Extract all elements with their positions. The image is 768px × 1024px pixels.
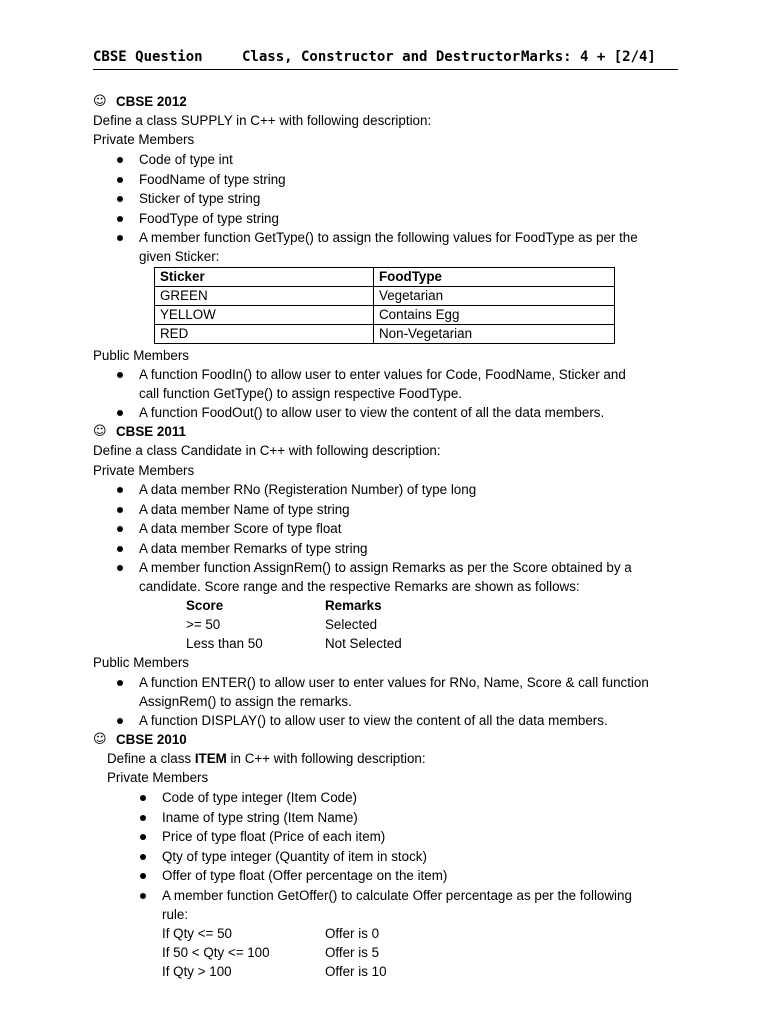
list-item: A function FoodIn() to allow user to enter values for Code, FoodName, Sticker and (139, 367, 626, 382)
smiley-face-icon: ☺ (93, 94, 107, 109)
list-item: A function DISPLAY() to allow user to view the content of all the data members. (139, 713, 608, 728)
bullet (140, 815, 146, 821)
intro-text: Define a class (107, 751, 195, 766)
score-remark: Selected (325, 617, 378, 632)
table-cell: Contains Egg (374, 306, 615, 325)
table-cell: RED (155, 325, 374, 344)
bullet (117, 216, 123, 222)
class-name: ITEM (194, 751, 227, 766)
list-item: Qty of type integer (Quantity of item in stock) (162, 849, 427, 864)
table-row (155, 287, 615, 306)
offer-condition: If Qty > 100 (162, 964, 232, 979)
public-members-heading-2011: Public Members (93, 655, 189, 670)
intro-text: in C++ with following description: (226, 751, 426, 766)
list-item-continuation: rule: (162, 907, 189, 922)
list-item: Sticker of type string (139, 191, 261, 206)
list-item: FoodName of type string (139, 172, 286, 187)
list-item: A member function AssignRem() to assign Remarks as per the Score obtained by a (139, 560, 632, 575)
list-item-continuation: candidate. Score range and the respective Remarks are shown as follows: (139, 579, 580, 594)
bullet (140, 893, 146, 899)
header-marks: Marks: 4 + [2/4] (521, 49, 656, 65)
bullet (117, 565, 123, 571)
list-item: Iname of type string (Item Name) (162, 810, 358, 825)
table-cell: GREEN (155, 287, 374, 306)
bullet (140, 834, 146, 840)
bullet (117, 487, 123, 493)
table-cell: Non-Vegetarian (374, 325, 615, 344)
list-item: A function ENTER() to allow user to enter values for RNo, Name, Score & call function (139, 675, 649, 690)
offer-condition: If Qty <= 50 (162, 926, 232, 941)
list-item-continuation: call function GetType() to assign respective FoodType. (139, 386, 463, 401)
question-intro-2011: Define a class Candidate in C++ with following description: (93, 443, 441, 458)
bullet (117, 235, 123, 241)
year-heading-2011: CBSE 2011 (116, 424, 186, 439)
bullet (117, 526, 123, 532)
sticker-foodtype-table (154, 267, 615, 344)
question-intro-2010 (107, 749, 426, 768)
score-range: >= 50 (186, 617, 221, 632)
score-column-header: Score (186, 598, 224, 613)
list-item: A data member RNo (Registeration Number) of type long (139, 482, 477, 497)
private-members-heading-2010: Private Members (107, 770, 209, 785)
table-header-row (155, 268, 615, 287)
table-header-cell: Sticker (155, 268, 374, 287)
private-members-heading-2012: Private Members (93, 132, 195, 147)
bullet (117, 196, 123, 202)
bullet (140, 854, 146, 860)
year-heading-2012: CBSE 2012 (116, 94, 187, 109)
bullet (117, 680, 123, 686)
list-item: Code of type int (139, 152, 233, 167)
header-subject: CBSE Question (93, 49, 203, 65)
offer-value: Offer is 10 (325, 964, 387, 979)
table-cell: YELLOW (155, 306, 374, 325)
header-rule (93, 69, 678, 70)
bullet (117, 507, 123, 513)
list-item: FoodType of type string (139, 211, 279, 226)
table-row (155, 325, 615, 344)
header-topic: Class, Constructor and Destructor (242, 49, 521, 65)
list-item: Code of type integer (Item Code) (162, 790, 358, 805)
year-heading-2010: CBSE 2010 (116, 732, 187, 747)
list-item: A function FoodOut() to allow user to view the content of all the data members. (139, 405, 605, 420)
table-cell: Vegetarian (374, 287, 615, 306)
bullet (117, 410, 123, 416)
bullet (140, 873, 146, 879)
offer-condition: If 50 < Qty <= 100 (162, 945, 270, 960)
offer-value: Offer is 0 (325, 926, 380, 941)
list-item: A data member Score of type float (139, 521, 342, 536)
public-members-heading-2012: Public Members (93, 348, 189, 363)
question-intro-2012: Define a class SUPPLY in C++ with following description: (93, 113, 432, 128)
bullet (117, 157, 123, 163)
private-members-heading-2011: Private Members (93, 463, 195, 478)
smiley-face-icon: ☺ (93, 732, 107, 747)
list-item-continuation: given Sticker: (139, 249, 220, 264)
score-remark: Not Selected (325, 636, 402, 651)
smiley-face-icon: ☺ (93, 424, 107, 439)
table-row (155, 306, 615, 325)
bullet (117, 546, 123, 552)
bullet (117, 177, 123, 183)
list-item: Offer of type float (Offer percentage on the item) (162, 868, 448, 883)
list-item: A data member Name of type string (139, 502, 350, 517)
bullet (140, 795, 146, 801)
table-header-cell: FoodType (374, 268, 615, 287)
list-item: A member function GetType() to assign the following values for FoodType as per the (139, 230, 638, 245)
bullet (117, 372, 123, 378)
list-item: A member function GetOffer() to calculate Offer percentage as per the following (162, 888, 632, 903)
score-range: Less than 50 (186, 636, 263, 651)
offer-value: Offer is 5 (325, 945, 380, 960)
list-item: A data member Remarks of type string (139, 541, 368, 556)
remarks-column-header: Remarks (325, 598, 382, 613)
list-item-continuation: AssignRem() to assign the remarks. (139, 694, 352, 709)
list-item: Price of type float (Price of each item) (162, 829, 386, 844)
bullet (117, 718, 123, 724)
